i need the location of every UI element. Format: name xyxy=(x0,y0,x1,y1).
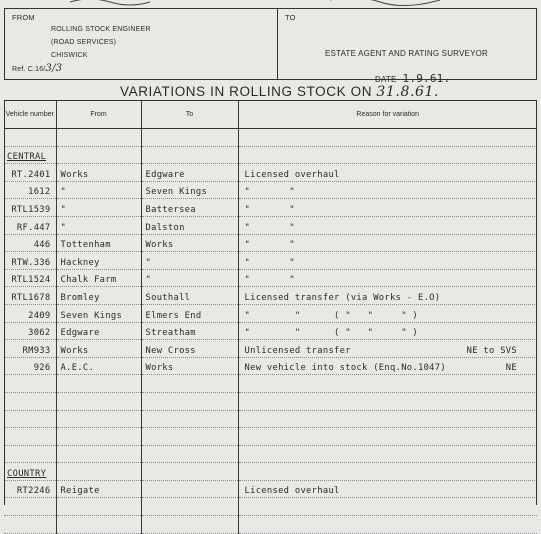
reason-cell xyxy=(238,498,537,516)
reason-text: " " ( " " " ) xyxy=(244,310,418,321)
ref-label: Ref. C.16/ xyxy=(12,66,46,73)
vehicle-cell xyxy=(4,129,56,147)
table-body xyxy=(4,129,537,534)
table-row xyxy=(4,164,537,182)
reason-cell xyxy=(238,216,537,234)
reason-cell xyxy=(238,375,537,393)
to-cell: Elmers End xyxy=(141,304,238,322)
to-cell: " xyxy=(141,252,238,270)
from-cell xyxy=(56,146,141,164)
table-row xyxy=(4,340,537,358)
reason-text: Unlicensed transfer xyxy=(244,345,351,356)
reason-cell xyxy=(238,304,537,322)
to-cell xyxy=(141,445,238,463)
from-cell xyxy=(56,463,141,481)
vehicle-cell: COUNTRY xyxy=(4,463,56,481)
title-date: 31.8.61. xyxy=(376,84,440,100)
vehicle-cell xyxy=(4,428,56,446)
vehicle-cell: RTL1524 xyxy=(4,269,56,287)
to-cell: New Cross xyxy=(141,340,238,358)
from-line-2: (ROAD SERVICES) xyxy=(51,39,117,46)
table-row xyxy=(4,357,537,375)
reason-text: " " xyxy=(244,187,295,198)
table-row xyxy=(4,428,537,446)
to-cell: Southall xyxy=(141,287,238,305)
vehicle-cell: RT2246 xyxy=(4,480,56,498)
reason-cell xyxy=(238,164,537,182)
to-cell xyxy=(141,498,238,516)
reason-cell xyxy=(238,129,537,147)
top-handwriting-scrawl xyxy=(0,0,541,8)
to-cell xyxy=(141,146,238,164)
from-cell: " xyxy=(56,216,141,234)
table-row xyxy=(4,129,537,147)
reason-cell xyxy=(238,340,537,358)
reason-cell xyxy=(238,463,537,481)
to-cell xyxy=(141,129,238,147)
reason-text: " " xyxy=(244,257,295,268)
from-cell: Works xyxy=(56,340,141,358)
table-row xyxy=(4,287,537,305)
reason-cell xyxy=(238,287,537,305)
ref-value: 3/3 xyxy=(45,63,63,74)
from-cell xyxy=(56,410,141,428)
from-line-1: ROLLING STOCK ENGINEER xyxy=(51,26,151,33)
vehicle-cell xyxy=(4,445,56,463)
table-row xyxy=(4,410,537,428)
vehicle-cell xyxy=(4,516,56,534)
to-cell xyxy=(141,463,238,481)
reason-cell xyxy=(238,480,537,498)
vehicle-cell xyxy=(4,375,56,393)
reference xyxy=(12,63,62,74)
from-cell: Edgware xyxy=(56,322,141,340)
to-cell xyxy=(141,428,238,446)
header-from: From xyxy=(56,100,141,129)
from-cell xyxy=(56,129,141,147)
reason-cell xyxy=(238,269,537,287)
table-row xyxy=(4,216,537,234)
to-cell xyxy=(141,480,238,498)
table-row xyxy=(4,199,537,217)
variations-table xyxy=(4,100,537,534)
from-cell xyxy=(56,498,141,516)
reason-note: NE to SVS xyxy=(466,345,517,356)
reason-cell xyxy=(238,181,537,199)
from-cell: Works xyxy=(56,164,141,182)
vehicle-cell: RTL1539 xyxy=(4,199,56,217)
table-row xyxy=(4,234,537,252)
from-cell: Hackney xyxy=(56,252,141,270)
vehicle-cell: RTL1678 xyxy=(4,287,56,305)
table-row xyxy=(4,480,537,498)
title-text: VARIATIONS IN ROLLING STOCK ON xyxy=(120,84,373,99)
vehicle-cell: RF.447 xyxy=(4,216,56,234)
table-row xyxy=(4,516,537,534)
table-row xyxy=(4,392,537,410)
to-cell: Seven Kings xyxy=(141,181,238,199)
from-cell: Chalk Farm xyxy=(56,269,141,287)
document-title xyxy=(120,84,439,100)
to-cell: Works xyxy=(141,234,238,252)
reason-cell xyxy=(238,516,537,534)
header-divider xyxy=(277,9,278,79)
table-row xyxy=(4,146,537,164)
table-row xyxy=(4,498,537,516)
vehicle-cell: 446 xyxy=(4,234,56,252)
date-value: 1.9.61. xyxy=(402,72,451,85)
reason-note: NE xyxy=(505,363,517,374)
reason-cell xyxy=(238,146,537,164)
from-cell xyxy=(56,392,141,410)
vehicle-cell: CENTRAL xyxy=(4,146,56,164)
table-row xyxy=(4,304,537,322)
from-cell xyxy=(56,375,141,393)
reason-cell xyxy=(238,322,537,340)
vehicle-cell: 3062 xyxy=(4,322,56,340)
from-cell xyxy=(56,516,141,534)
reason-cell xyxy=(238,410,537,428)
vehicle-cell: 1612 xyxy=(4,181,56,199)
header-vehicle-number: Vehicle number xyxy=(4,100,56,129)
reason-cell xyxy=(238,234,537,252)
reason-cell xyxy=(238,357,537,375)
to-cell: Dalston xyxy=(141,216,238,234)
from-cell: " xyxy=(56,199,141,217)
reason-text: " " xyxy=(244,240,295,251)
reason-cell xyxy=(238,199,537,217)
header-to: To xyxy=(141,100,238,129)
table-row xyxy=(4,375,537,393)
table-row xyxy=(4,463,537,481)
from-cell: " xyxy=(56,181,141,199)
from-cell: Bromley xyxy=(56,287,141,305)
to-recipient: ESTATE AGENT AND RATING SURVEYOR xyxy=(325,49,489,58)
from-cell: Reigate xyxy=(56,480,141,498)
table-row xyxy=(4,269,537,287)
reason-cell xyxy=(238,392,537,410)
from-line-3: CHISWICK xyxy=(51,52,88,59)
from-cell xyxy=(56,428,141,446)
table-header-row xyxy=(4,100,537,129)
to-cell: Battersea xyxy=(141,199,238,217)
vehicle-cell: RT.2401 xyxy=(4,164,56,182)
to-cell: Streatham xyxy=(141,322,238,340)
to-cell xyxy=(141,392,238,410)
table-row xyxy=(4,445,537,463)
to-cell xyxy=(141,375,238,393)
reason-text: Licensed overhaul xyxy=(244,169,340,180)
reason-cell xyxy=(238,428,537,446)
memo-header xyxy=(4,8,537,85)
to-cell: Edgware xyxy=(141,164,238,182)
reason-cell xyxy=(238,252,537,270)
reason-text: Licensed transfer (via Works - E.O) xyxy=(244,292,441,303)
to-cell xyxy=(141,516,238,534)
vehicle-cell: RTW.336 xyxy=(4,252,56,270)
reason-text: " " xyxy=(244,275,295,286)
from-cell xyxy=(56,445,141,463)
to-cell: " xyxy=(141,269,238,287)
vehicle-cell xyxy=(4,498,56,516)
from-label: FROM xyxy=(12,13,35,22)
table-row xyxy=(4,252,537,270)
vehicle-cell xyxy=(4,392,56,410)
reason-cell xyxy=(238,445,537,463)
table-row xyxy=(4,322,537,340)
vehicle-cell: 2409 xyxy=(4,304,56,322)
table-row xyxy=(4,181,537,199)
from-cell: Tottenham xyxy=(56,234,141,252)
vehicle-cell xyxy=(4,410,56,428)
vehicle-cell: 926 xyxy=(4,357,56,375)
date-label: DATE xyxy=(375,75,397,84)
to-label: TO xyxy=(285,13,296,22)
reason-text: " " xyxy=(244,222,295,233)
from-cell: A.E.C. xyxy=(56,357,141,375)
vehicle-cell: RM933 xyxy=(4,340,56,358)
reason-text: " " xyxy=(244,204,295,215)
from-cell: Seven Kings xyxy=(56,304,141,322)
to-cell xyxy=(141,410,238,428)
reason-text: " " ( " " " ) xyxy=(244,328,418,339)
header-reason: Reason for variation xyxy=(238,100,537,129)
to-cell: Works xyxy=(141,357,238,375)
reason-text: Licensed overhaul xyxy=(244,486,340,497)
reason-text: New vehicle into stock (Enq.No.1047) xyxy=(244,363,446,374)
